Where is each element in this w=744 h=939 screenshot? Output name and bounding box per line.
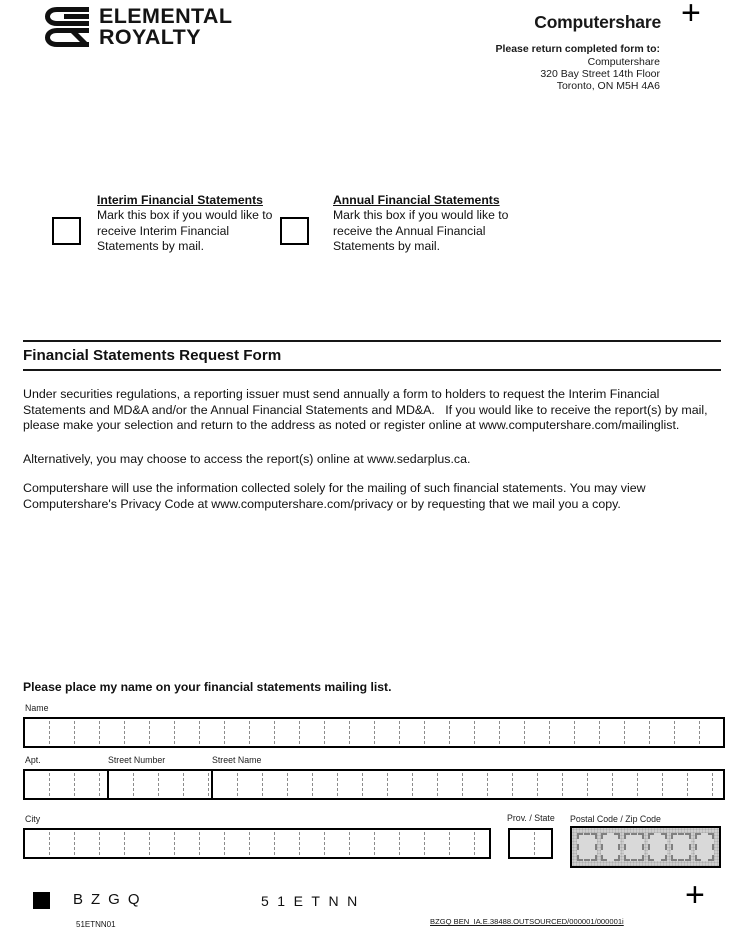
- street-name-field[interactable]: [213, 771, 723, 798]
- street-number-field-label: Street Number: [108, 755, 166, 765]
- crop-mark-bottom-icon: +: [685, 876, 705, 914]
- city-field[interactable]: [23, 828, 491, 859]
- page-title: Financial Statements Request Form: [23, 347, 282, 364]
- return-address-line-2: 320 Bay Street 14th Floor: [540, 68, 660, 80]
- brand-line1: ELEMENTAL: [99, 4, 233, 28]
- street-name-field-label: Street Name: [212, 755, 262, 765]
- interim-checkbox[interactable]: [52, 217, 81, 245]
- return-address-heading: Please return completed form to:: [495, 43, 660, 55]
- footer-form-code: 51ETNN01: [76, 920, 116, 929]
- apt-field[interactable]: [25, 771, 109, 798]
- brand-line2: ROYALTY: [99, 25, 201, 49]
- postal-cell: [648, 833, 668, 861]
- brand-wordmark: [99, 6, 232, 48]
- annual-statements-title: Annual Financial Statements: [333, 193, 500, 207]
- street-number-field[interactable]: [109, 771, 213, 798]
- address-field-row: [23, 769, 725, 800]
- city-field-label: City: [25, 814, 41, 824]
- regulations-paragraph: Under securities regulations, a reporting issuer must send annually a form to holders to request the Interim Financial Statements and MD&A and/or the Annual Financial Statements and MD&A. If you would like to receive the report(s) by mail, please make your selection and return to the address as noted or register online at www.computershare.com/mailinglist.: [23, 387, 712, 433]
- annual-checkbox[interactable]: [280, 217, 309, 245]
- prov-state-field[interactable]: [508, 828, 553, 859]
- footer-processing-code: BZGQ BEN_IA.E.38488.OUTSOURCED/000001/000001i: [430, 917, 624, 926]
- return-address-line-3: Toronto, ON M5H 4A6: [556, 80, 660, 92]
- footer-code-left: BZGQ: [73, 891, 148, 908]
- name-field[interactable]: [23, 717, 725, 748]
- name-field-label: Name: [25, 703, 49, 713]
- elemental-royalty-logo: [44, 6, 232, 48]
- annual-statements-description: Mark this box if you would like to receive the Annual Financial Statements by mail.: [333, 208, 509, 254]
- postal-zip-field-label: Postal Code / Zip Code: [570, 814, 661, 824]
- return-address-line-1: Computershare: [587, 56, 660, 68]
- interim-statements-title: Interim Financial Statements: [97, 193, 263, 207]
- postal-cell: [601, 833, 621, 861]
- online-access-paragraph: Alternatively, you may choose to access the report(s) online at www.sedarplus.ca.: [23, 452, 471, 466]
- crop-mark-top-icon: +: [681, 0, 701, 32]
- return-address-block: [495, 43, 660, 92]
- registration-square: [33, 892, 50, 909]
- computershare-logo: Computershare: [534, 12, 661, 32]
- postal-cell: [624, 833, 644, 861]
- postal-zip-field[interactable]: [570, 826, 721, 868]
- prov-state-field-label: Prov. / State: [507, 813, 555, 823]
- postal-cell: [695, 833, 715, 861]
- apt-field-label: Apt.: [25, 755, 41, 765]
- title-rule-bottom: [23, 369, 721, 371]
- postal-cell: [577, 833, 597, 861]
- privacy-paragraph: Computershare will use the information collected solely for the mailing of such financial statements. You may view Computershare's Privacy Code at www.computershare.com/privacy or by requesting that we mail you a copy.: [23, 481, 650, 511]
- mailing-list-instruction: Please place my name on your financial statements mailing list.: [23, 680, 392, 694]
- elemental-royalty-mark-icon: [44, 6, 90, 48]
- footer-code-center: 51ETNN: [261, 893, 366, 909]
- title-rule-top: [23, 340, 721, 342]
- postal-cell: [671, 833, 691, 861]
- interim-statements-description: Mark this box if you would like to receive Interim Financial Statements by mail.: [97, 208, 273, 254]
